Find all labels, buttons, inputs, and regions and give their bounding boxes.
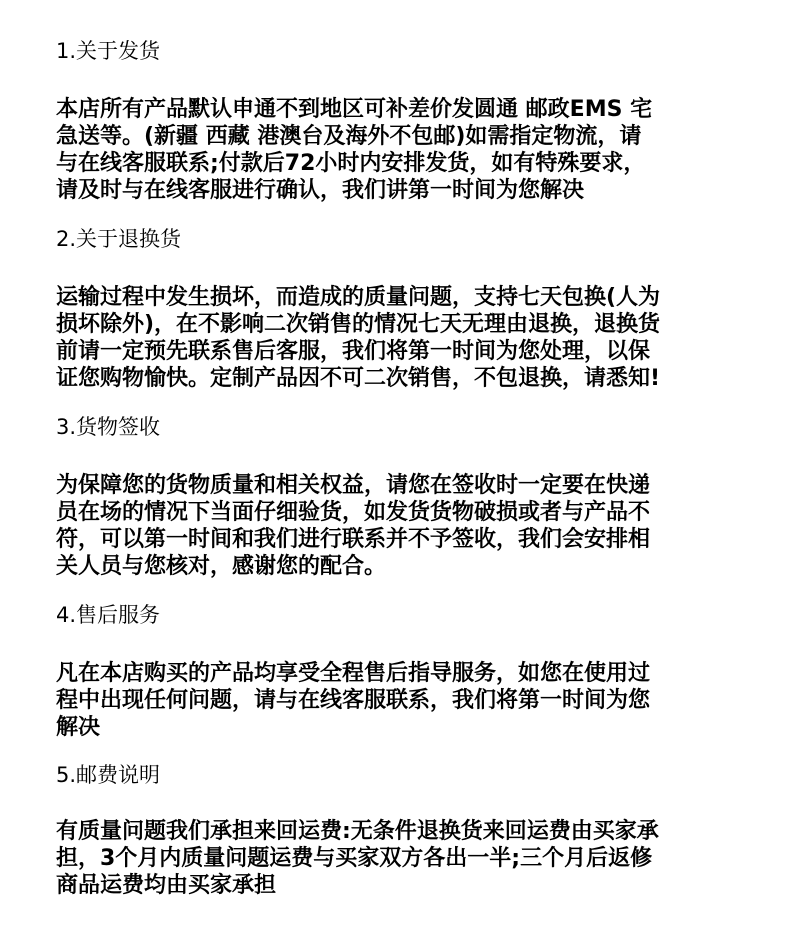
body-line: 损坏除外)，在不影响二次销售的情况七天无理由退换，退换货 — [56, 312, 661, 337]
body-line: 解决 — [56, 715, 101, 740]
body-line: 担，3个月内质量问题运费与买家双方各出一半;三个月后返修 — [56, 846, 653, 871]
body-line: 与在线客服联系;付款后72小时内安排发货，如有特殊要求， — [56, 151, 646, 176]
body-line: 关人员与您核对，感谢您的配合。 — [56, 554, 387, 579]
section-body — [56, 818, 756, 899]
section-after-sales — [56, 600, 756, 741]
section-postage — [56, 760, 756, 899]
body-line: 符，可以第一时间和我们进行联系并不予签收，我们会安排相 — [56, 527, 651, 552]
body-line: 请及时与在线客服进行确认，我们讲第一时间为您解决 — [56, 178, 585, 203]
section-signing — [56, 412, 756, 580]
body-line: 员在场的情况下当面仔细验货，如发货货物破损或者与产品不 — [56, 500, 651, 525]
body-line: 运输过程中发生损坏，而造成的质量问题，支持七天包换(人为 — [56, 285, 661, 310]
section-body — [56, 284, 756, 392]
section-body — [56, 472, 756, 580]
section-body — [56, 660, 756, 741]
section-shipping — [56, 36, 756, 204]
section-heading: 1.关于发货 — [56, 39, 161, 63]
body-line: 凡在本店购买的产品均享受全程售后指导服务，如您在使用过 — [56, 661, 651, 686]
body-line: 本店所有产品默认申通不到地区可补差价发圆通 邮政EMS 宅 — [56, 97, 653, 122]
section-heading: 3.货物签收 — [56, 415, 161, 439]
section-body — [56, 96, 756, 204]
section-heading: 2.关于退换货 — [56, 227, 182, 251]
store-policy-document — [56, 36, 756, 899]
section-returns — [56, 224, 756, 392]
body-line: 有质量问题我们承担来回运费:无条件退换货来回运费由买家承 — [56, 819, 659, 844]
body-line: 为保障您的货物质量和相关权益，请您在签收时一定要在快递 — [56, 473, 651, 498]
section-heading: 5.邮费说明 — [56, 763, 161, 787]
section-heading: 4.售后服务 — [56, 603, 161, 627]
body-line: 前请一定预先联系售后客服，我们将第一时间为您处理，以保 — [56, 339, 651, 364]
body-line: 急送等。(新疆 西藏 港澳台及海外不包邮)如需指定物流，请 — [56, 124, 642, 149]
body-line: 程中出现任何问题，请与在线客服联系，我们将第一时间为您 — [56, 688, 651, 713]
body-line: 商品运费均由买家承担 — [56, 873, 277, 898]
body-line: 证您购物愉快。定制产品因不可二次销售，不包退换，请悉知! — [56, 366, 661, 391]
